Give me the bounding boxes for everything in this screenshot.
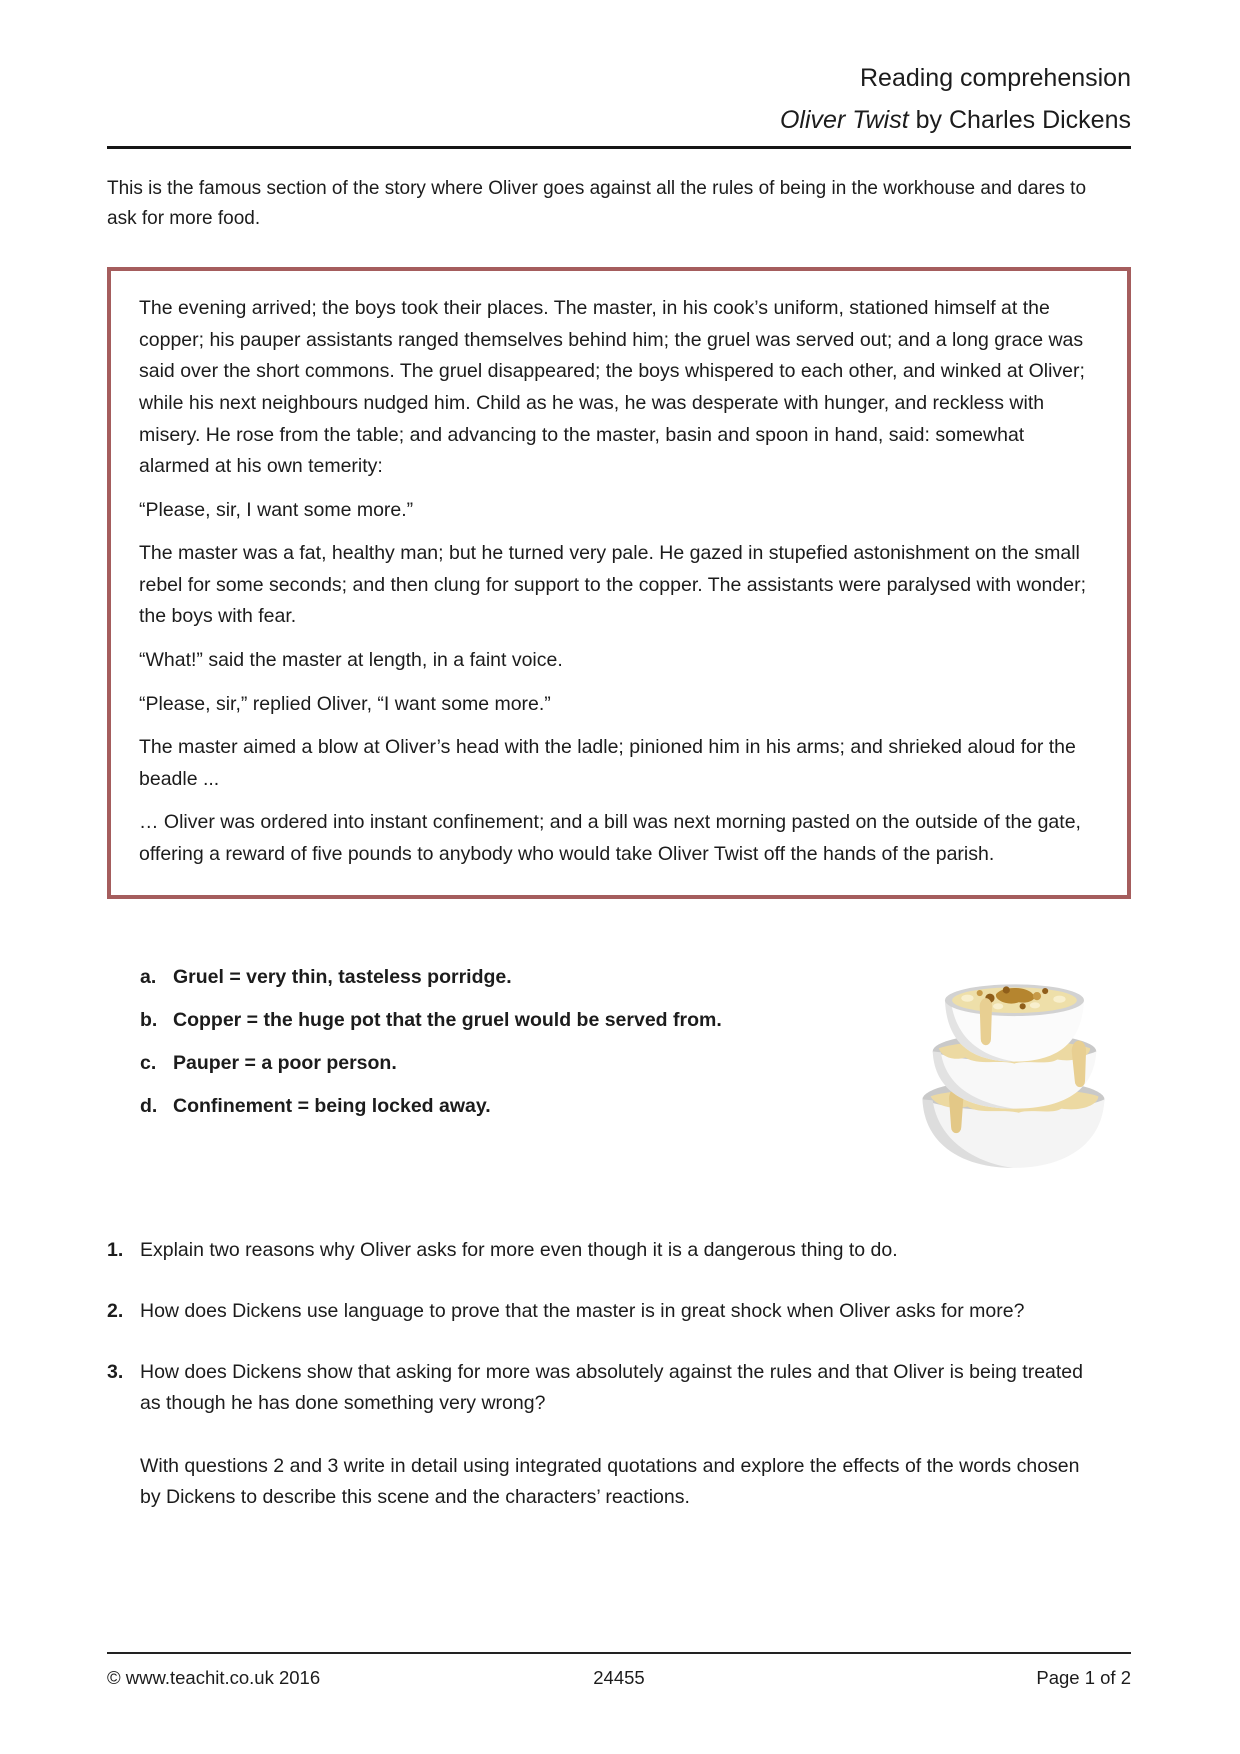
excerpt-paragraph: The master aimed a blow at Oliver’s head with the ladle; pinioned him in his arms; and shrieked aloud for the beadle ... [139, 736, 1076, 790]
footer-doc-id: 24455 [593, 1667, 645, 1688]
excerpt-paragraph: The evening arrived; the boys took their places. The master, in his cook’s uniform, stationed himself at the copper; his pauper assistants ranged themselves behind him; the gruel was served out; and a long grace was said over the short commons. The gruel disappeared; the boys whispered to each other, and winked at Oliver; while his next neighbours nudged him. Child as he was, he was desperate with hunger, and reckless with misery. He rose from the table; and advancing to the master, basin and spoon in hand, said: somewhat alarmed at his own temerity: [139, 297, 1085, 478]
question-text: How does Dickens show that asking for more was absolutely against the rules and that Oliver is being treated as though he has done something very wrong? [140, 1361, 1083, 1414]
question-item [107, 1296, 1131, 1326]
glossary-text: Confinement = being locked away. [173, 1095, 491, 1118]
questions-list [107, 1235, 1131, 1512]
glossary-letter: d. [140, 1095, 158, 1118]
footer-copyright: © www.teachit.co.uk 2016 [107, 1667, 321, 1688]
excerpt-paragraph: “What!” said the master at length, in a faint voice. [139, 649, 563, 672]
book-title: Oliver Twist [779, 105, 909, 134]
worksheet-type-title: Reading comprehension [859, 64, 1131, 92]
instruction-note: With questions 2 and 3 write in detail using integrated quotations and explore the effects of the words chosen by Dickens to describe this scene and the characters’ reactions. [140, 1455, 1080, 1508]
question-number: 2. [107, 1299, 124, 1322]
glossary-letter: b. [140, 1008, 158, 1031]
header-divider [107, 146, 1131, 149]
glossary-section [107, 949, 1131, 1177]
question-item [107, 1357, 1131, 1418]
excerpt-paragraph: “Please, sir, I want some more.” [139, 498, 414, 521]
excerpt-box [107, 267, 1131, 898]
footer-page-number: Page 1 of 2 [1036, 1667, 1131, 1688]
question-text: Explain two reasons why Oliver asks for more even though it is a dangerous thing to do. [140, 1238, 898, 1261]
page-header [107, 0, 1131, 149]
glossary-item [140, 963, 722, 992]
glossary-letter: a. [140, 965, 157, 988]
excerpt-paragraph: The master was a fat, healthy man; but he turned very pale. He gazed in stupefied astonishment on the small rebel for some seconds; and then clung for support to the copper. The assistants were paralysed with wonder; the boys with fear. [139, 542, 1087, 628]
porridge-bowls-image [908, 945, 1123, 1177]
glossary-text: Gruel = very thin, tasteless porridge. [173, 965, 512, 988]
question-number: 1. [107, 1238, 124, 1261]
book-author-text: by Charles Dickens [908, 105, 1131, 134]
excerpt-paragraph: … Oliver was ordered into instant confinement; and a bill was next morning pasted on the outside of the gate, offering a reward of five pounds to anybody who would take Oliver Twist off the hands of the parish. [139, 811, 1081, 865]
glossary-text: Pauper = a poor person. [173, 1052, 397, 1075]
intro-text: This is the famous section of the story where Oliver goes against all the rules of being in the workhouse and dares to ask for more food. [107, 177, 1087, 229]
question-number: 3. [107, 1361, 124, 1384]
glossary-list [140, 949, 722, 1136]
glossary-text: Copper = the huge pot that the gruel would be served from. [173, 1008, 722, 1031]
question-text: How does Dickens use language to prove that the master is in great shock when Oliver asks for more? [140, 1299, 1025, 1322]
glossary-letter: c. [140, 1052, 157, 1075]
glossary-item [140, 1006, 722, 1035]
worksheet-subtitle [107, 106, 1131, 135]
question-item [107, 1235, 1131, 1265]
glossary-item [140, 1049, 722, 1078]
excerpt-paragraph: “Please, sir,” replied Oliver, “I want some more.” [139, 692, 551, 715]
page-footer [107, 1652, 1131, 1689]
glossary-item [140, 1092, 722, 1121]
